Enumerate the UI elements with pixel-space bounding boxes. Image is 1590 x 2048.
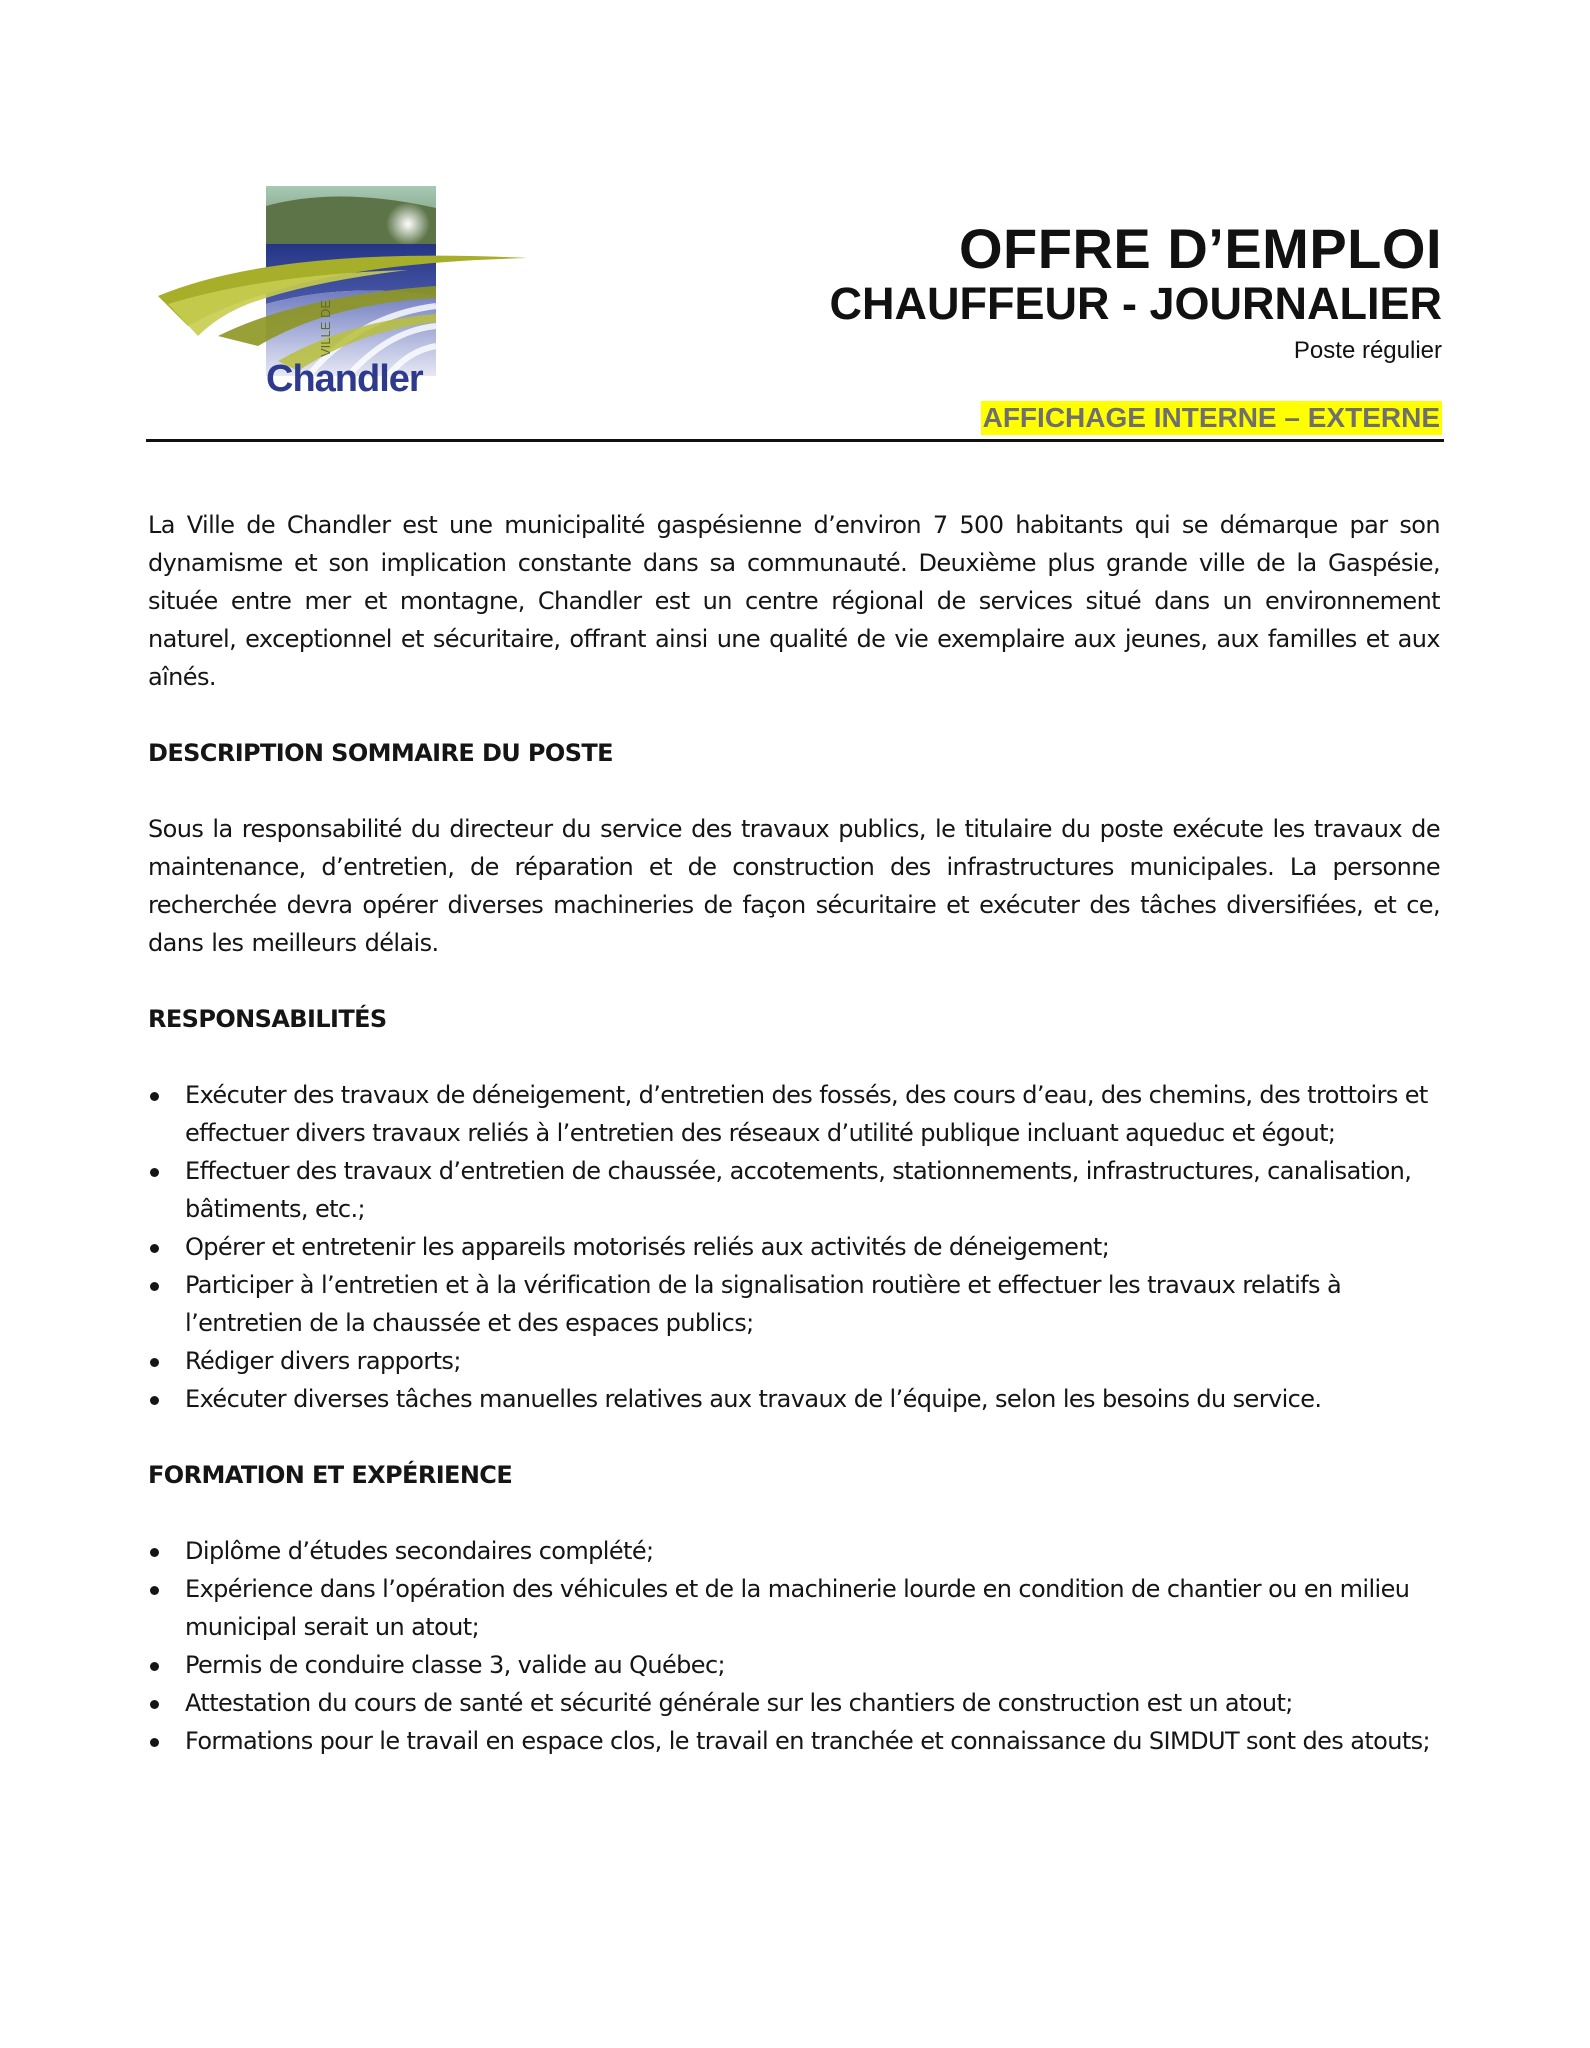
bullet-icon (150, 1244, 159, 1253)
bullet-icon (150, 1700, 159, 1709)
header-title-block (830, 218, 1443, 368)
bullet-icon (150, 1358, 159, 1367)
list-item (148, 1266, 1440, 1342)
logo-name-text: Chandler (266, 358, 423, 400)
training-list (148, 1532, 1440, 1760)
list-item-text: Permis de conduire classe 3, valide au Québec; (185, 1651, 726, 1679)
logo-sun-shape (386, 202, 430, 246)
responsibilities-list (148, 1076, 1440, 1418)
bullet-icon (150, 1738, 159, 1747)
header-divider (146, 439, 1444, 442)
page-title: OFFRE D’EMPLOI (959, 217, 1442, 280)
list-item (148, 1152, 1440, 1228)
list-item (148, 1646, 1440, 1684)
logo-small-text: VILLE DE (318, 299, 333, 357)
intro-paragraph: La Ville de Chandler est une municipalité gaspésienne d’environ 7 500 habitants qui se démarque par son dynamisme et son implication constante dans sa communauté. Deuxième plus grande ville de la Gaspésie, située entre mer et montagne, Chandler est un centre régional de services situé dans un environnement naturel, exceptionnel et sécuritaire, offrant ainsi une qualité de vie exemplaire aux jeunes, aux familles et aux aînés. (148, 511, 1440, 691)
description-paragraph: Sous la responsabilité du directeur du service des travaux publics, le titulaire du poste exécute les travaux de maintenance, d’entretien, de réparation et de construction des infrastructures municipales. La personne recherchée devra opérer diverses machineries de façon sécuritaire et exécuter des tâches diversifiées, et ce, dans les meilleurs délais. (148, 815, 1440, 957)
list-item-text: Diplôme d’études secondaires complété; (185, 1537, 654, 1565)
list-item-text: Participer à l’entretien et à la vérification de la signalisation routière et effectuer les travaux relatifs à l’entretien de la chaussée et des espaces publics; (185, 1271, 1342, 1337)
responsibilities-heading: RESPONSABILITÉS (148, 1005, 387, 1033)
list-item-text: Rédiger divers rapports; (185, 1347, 461, 1375)
bullet-icon (150, 1092, 159, 1101)
list-item-text: Opérer et entretenir les appareils motorisés reliés aux activités de déneigement; (185, 1233, 1110, 1261)
list-item-text: Exécuter des travaux de déneigement, d’entretien des fossés, des cours d’eau, des chemins, des trottoirs et effectuer divers travaux reliés à l’entretien des réseaux d’utilité publique incluant aqueduc et égout; (185, 1081, 1428, 1147)
description-heading: DESCRIPTION SOMMAIRE DU POSTE (148, 739, 613, 767)
list-item (148, 1722, 1440, 1760)
list-item-text: Effectuer des travaux d’entretien de chaussée, accotements, stationnements, infrastructures, canalisation, bâtiments, etc.; (185, 1157, 1412, 1223)
list-item (148, 1532, 1440, 1570)
posting-type-highlight: AFFICHAGE INTERNE – EXTERNE (982, 402, 1440, 433)
bullet-icon (150, 1662, 159, 1671)
list-item (148, 1228, 1440, 1266)
job-title: CHAUFFEUR - JOURNALIER (829, 278, 1442, 329)
list-item-text: Formations pour le travail en espace clos, le travail en tranchée et connaissance du SIMDUT sont des atouts; (185, 1727, 1431, 1755)
list-item (148, 1380, 1440, 1418)
list-item (148, 1076, 1440, 1152)
chandler-logo (158, 186, 538, 406)
list-item-text: Attestation du cours de santé et sécurité générale sur les chantiers de construction est un atout; (185, 1689, 1293, 1717)
training-heading: FORMATION ET EXPÉRIENCE (148, 1461, 513, 1489)
list-item (148, 1342, 1440, 1380)
list-item-text: Expérience dans l’opération des véhicules et de la machinerie lourde en condition de chantier ou en milieu municipal serait un atout; (185, 1575, 1410, 1641)
bullet-icon (150, 1396, 159, 1405)
bullet-icon (150, 1548, 159, 1557)
bullet-icon (150, 1282, 159, 1291)
position-type: Poste régulier (1293, 337, 1442, 364)
list-item (148, 1684, 1440, 1722)
document-body (148, 506, 1440, 1798)
list-item-text: Exécuter diverses tâches manuelles relatives aux travaux de l’équipe, selon les besoins du service. (185, 1385, 1322, 1413)
bullet-icon (150, 1168, 159, 1177)
bullet-icon (150, 1586, 159, 1595)
list-item (148, 1570, 1440, 1646)
